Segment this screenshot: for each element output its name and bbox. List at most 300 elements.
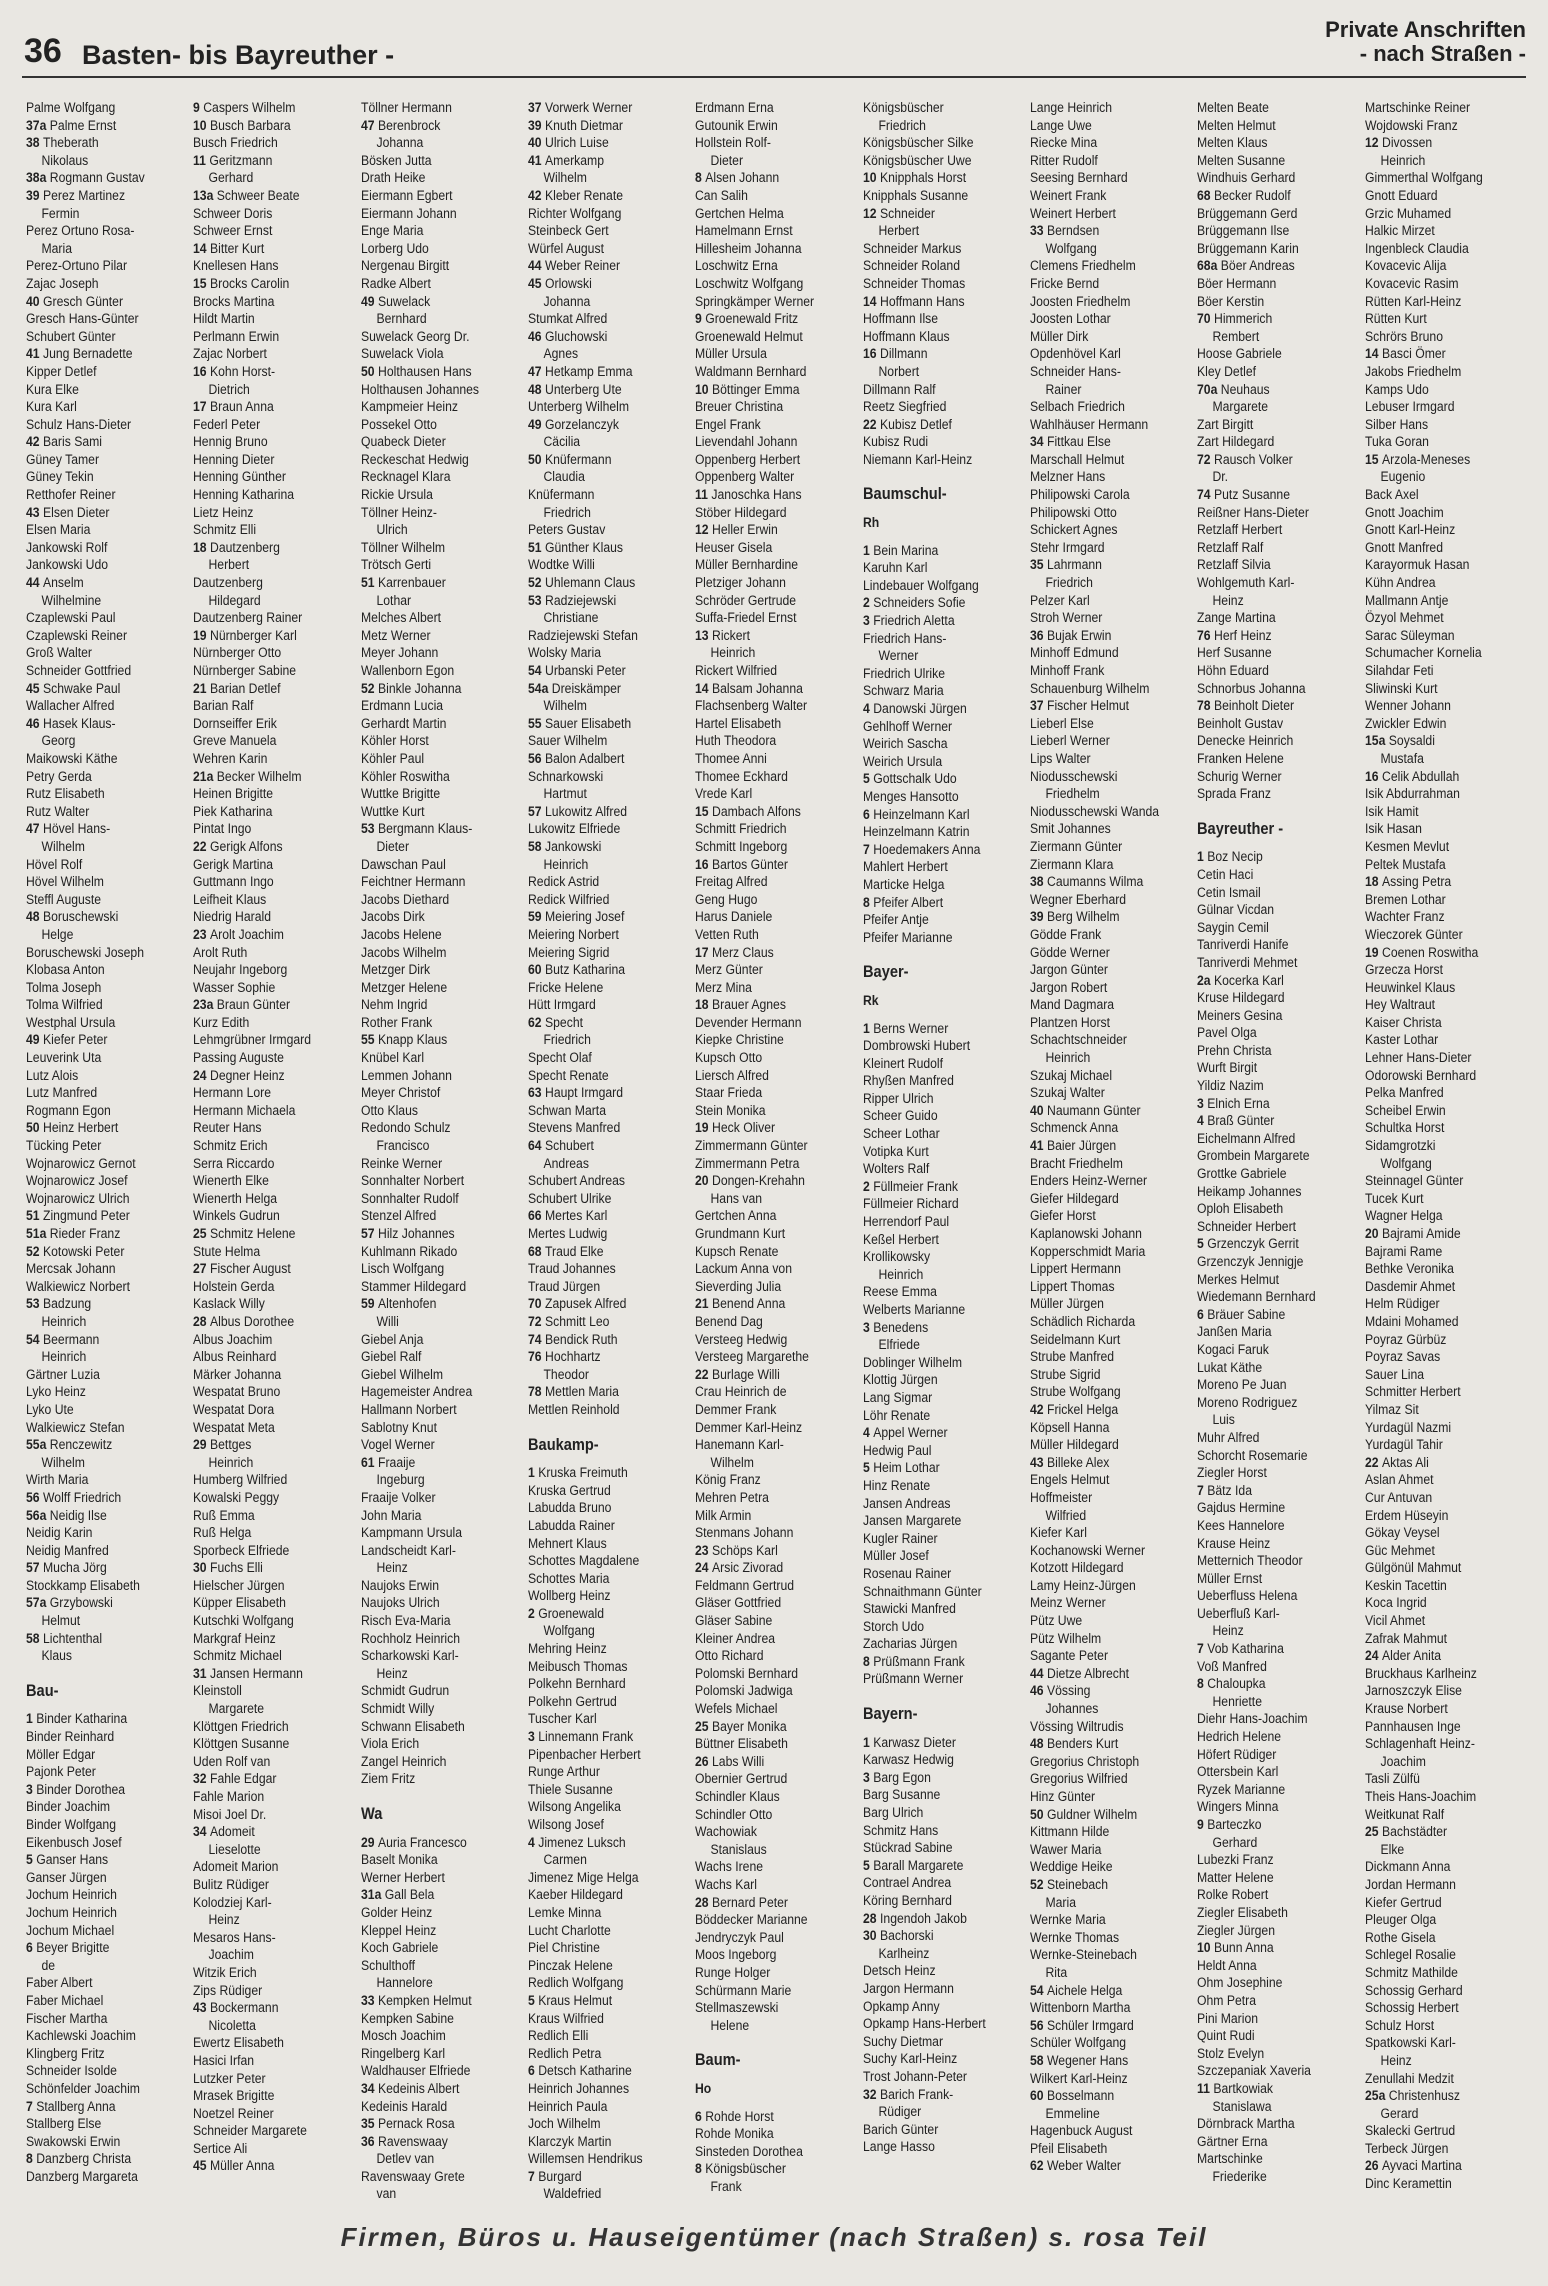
resident-name: Berenbrock [377,117,441,134]
resident-name: Smit Johannes [1029,821,1111,838]
resident-entry [26,1835,165,1853]
resident-name: Kesmen Mevlut [1364,838,1449,855]
resident-name: Jargon Robert [1029,979,1108,996]
resident-entry [528,1606,667,1624]
resident-name: Lutz Manfred [26,1085,98,1102]
resident-entry [361,1279,500,1297]
resident-entry [1197,1870,1336,1888]
entry-continuation [26,839,165,857]
entry-continuation [1197,469,1336,487]
resident-entry [1030,1947,1169,1965]
resident-name: Marschall Helmut [1029,451,1125,468]
resident-entry [1197,153,1336,171]
resident-name: Pütz Uwe [1029,1613,1083,1630]
resident-entry [695,1296,834,1314]
resident-name: Matter Helene [1197,1869,1274,1886]
resident-entry [1197,1166,1336,1184]
resident-name: Helm Rüdiger [1364,1296,1440,1313]
resident-entry [26,1138,165,1156]
resident-entry [193,540,332,558]
resident-name: Gülnar Vicdan [1197,902,1275,919]
house-number: 9 [1197,1817,1205,1833]
resident-entry [1197,628,1336,646]
house-number: 50 [360,363,375,380]
resident-entry [1365,980,1504,998]
resident-name: Pfeifer Marianne [862,929,953,946]
resident-entry [1030,1226,1169,1244]
resident-entry [361,2046,500,2064]
resident-entry [1030,1032,1169,1050]
resident-name: Kaiser Christa [1364,1014,1442,1031]
resident-name: Dornseiffer Erik [193,715,278,732]
resident-name: Suwelack Georg Dr. [360,328,470,345]
resident-name: Zimmermann Petra [695,1155,800,1172]
resident-entry [695,188,834,206]
resident-entry [1365,1402,1504,1420]
resident-entry [1030,452,1169,470]
resident-name: Ruß Emma [193,1507,256,1524]
resident-name: Kleinstoll [193,1683,243,1700]
resident-name: Redick Wilfried [527,891,610,908]
house-number: 30 [193,1560,207,1577]
resident-entry [26,1870,165,1888]
resident-entry [695,892,834,910]
resident-name: Petry Gerda [26,768,92,785]
house-number: 28 [193,1313,207,1330]
street-heading: Bayern- [862,1704,918,1724]
house-number: 26 [1364,2158,1379,2175]
entry-continuation [361,135,500,153]
resident-entry [193,1191,332,1209]
resident-name: Feichtner Hermann [360,874,466,891]
entry-continuation [193,593,332,611]
resident-name: Schüler Wolfgang [1029,2035,1127,2052]
resident-name: Wuttke Brigitte [360,786,440,803]
resident-entry [193,206,332,224]
resident-name: Lisch Wolfgang [360,1261,444,1278]
resident-entry [193,786,332,804]
resident-name: Dautzenberg Rainer [193,610,303,627]
resident-name: Jargon Günter [1029,962,1108,979]
resident-name: Gnott Eduard [1364,187,1438,204]
resident-entry [1030,1173,1169,1191]
resident-entry [1197,2011,1336,2029]
resident-entry [361,892,500,910]
resident-name: Ryzek Marianne [1197,1781,1286,1798]
resident-name: Hamelmann Ernst [695,223,793,240]
house-number: 74 [1197,487,1211,504]
resident-name: Klarczyk Martin [527,2133,612,2150]
resident-name: Can Salih [695,187,749,204]
resident-entry [863,666,1002,684]
resident-entry [193,2071,332,2089]
resident-name: Karayormuk Hasan [1364,557,1470,574]
resident-entry [193,153,332,171]
resident-entry [1030,258,1169,276]
entry-continuation [361,1472,500,1490]
resident-entry [528,1138,667,1156]
entry-continuation [863,223,1002,241]
resident-entry [361,1887,500,1905]
resident-entry [863,543,1002,561]
resident-entry [193,804,332,822]
resident-name: Cur Antuvan [1364,1489,1432,1506]
resident-entry [863,930,1002,948]
resident-name: Wojnarowicz Ulrich [26,1190,130,1207]
resident-name: Wachter Franz [1364,909,1445,926]
resident-entry [863,1548,1002,1566]
house-number: 64 [527,1138,542,1155]
resident-name: Brocks Carolin [210,275,290,292]
resident-entry [863,1496,1002,1514]
resident-name: Kaster Lothar [1364,1032,1438,1049]
resident-entry [26,1032,165,1050]
resident-entry [1365,2000,1504,2018]
resident-entry [1197,2151,1336,2169]
resident-name: Perlmann Erwin [193,328,280,345]
resident-entry [193,1402,332,1420]
resident-name: Ziegler Horst [1197,1465,1268,1482]
resident-name: Ziermann Klara [1029,856,1114,873]
resident-name: Kovacevic Alija [1364,258,1447,275]
resident-name: Heim Lothar [872,1460,940,1477]
resident-entry [528,452,667,470]
resident-entry [361,857,500,875]
resident-name: Reuter Hans [193,1120,262,1137]
resident-name: Rausch Volker [1214,451,1293,468]
resident-name: Pintat Ingo [193,821,252,838]
resident-entry [695,505,834,523]
resident-entry [26,1015,165,1033]
resident-name: Köhler Roswitha [360,768,450,785]
resident-entry [1197,135,1336,153]
resident-name: Vetten Ruth [695,926,760,943]
resident-name: Schweer Beate [217,187,300,204]
resident-entry [1030,276,1169,294]
resident-name: Fischer Helmut [1046,698,1130,715]
resident-entry [193,1226,332,1244]
resident-name: Lukowitz Alfred [544,803,628,820]
directory-column [360,100,500,2203]
resident-name: Sablotny Knut [360,1419,437,1436]
resident-name: Mdaini Mohamed [1364,1313,1459,1330]
resident-name: Märker Johanna [193,1366,282,1383]
house-number: 58 [1029,2052,1044,2069]
resident-entry [695,1947,834,1965]
resident-name: Heinrich [208,1454,254,1471]
resident-name: Ueberfluss Helena [1197,1588,1298,1605]
resident-name: Heuwinkel Klaus [1364,979,1455,996]
house-number: 52 [527,575,542,592]
resident-entry [1197,663,1336,681]
resident-name: Redondo Schulz [360,1120,451,1137]
resident-entry [528,258,667,276]
resident-entry [1365,276,1504,294]
resident-entry [1030,206,1169,224]
resident-name: Arsic Zivorad [712,1560,784,1577]
resident-name: Stammer Hildegard [360,1278,466,1295]
resident-name: Wasser Sophie [193,979,276,996]
resident-entry [695,1789,834,1807]
resident-name: Ziegler Elisabeth [1197,1904,1289,1921]
resident-name: Heinrich [41,1349,87,1366]
resident-entry [863,452,1002,470]
resident-name: Karlheinz [878,1945,929,1962]
resident-name: Müller Ernst [1197,1570,1263,1587]
resident-name: Boz Necip [1207,849,1264,866]
resident-name: Königsbüscher [862,100,944,116]
resident-entry [26,1747,165,1765]
resident-entry [1030,628,1169,646]
resident-entry [1365,2176,1504,2194]
resident-name: Zajac Norbert [193,346,268,363]
resident-name: Hedwig Paul [862,1442,932,1459]
resident-entry [1365,223,1504,241]
resident-name: Gnott Manfred [1364,539,1443,556]
resident-entry [26,1420,165,1438]
resident-name: Andreas [543,1155,589,1172]
resident-entry [361,1050,500,1068]
resident-entry [695,135,834,153]
resident-name: Radziejewski [544,592,617,609]
resident-name: Redick Astrid [527,874,600,891]
resident-entry [361,1349,500,1367]
house-number: 43 [1029,1454,1044,1471]
resident-name: Mehring Heinz [527,1641,607,1658]
resident-entry [528,575,667,593]
resident-entry [1365,681,1504,699]
resident-name: Meiering Josef [544,909,625,926]
resident-name: Terbeck Jürgen [1364,2140,1449,2157]
resident-name: Guttmann Ingo [193,874,275,891]
resident-entry [361,1543,500,1561]
resident-name: Schauenburg Wilhelm [1029,680,1150,697]
resident-name: Melten Klaus [1197,135,1268,152]
resident-entry [528,540,667,558]
resident-name: Lindebauer Wolfgang [862,577,979,594]
resident-name: Melten Beate [1197,100,1270,116]
resident-entry [1365,1719,1504,1737]
resident-entry [361,2134,500,2152]
entry-continuation [528,698,667,716]
resident-entry [1030,2088,1169,2106]
resident-name: Schmitt Leo [544,1313,610,1330]
resident-name: Georg [41,733,76,750]
resident-entry [193,399,332,417]
resident-entry [1365,575,1504,593]
resident-entry [695,1912,834,1930]
resident-entry [361,540,500,558]
entry-continuation [695,2179,834,2197]
resident-name: Böer Andreas [1221,258,1296,275]
resident-entry [26,346,165,364]
resident-name: Küpper Elisabeth [193,1595,287,1612]
section-title-line-2: - nach Straßen - [1359,41,1526,66]
resident-name: Klottig Jürgen [862,1372,938,1389]
resident-name: Kurz Edith [193,1014,250,1031]
directory-column [1030,100,1169,2192]
house-number: 5 [527,1992,535,2009]
resident-name: Schulthoff [360,1957,415,1974]
entry-continuation [193,1842,332,1860]
resident-entry [1365,769,1504,787]
house-number: 16 [862,346,877,363]
resident-name: Vössing [1046,1683,1091,1700]
resident-entry [1197,540,1336,558]
resident-entry [1365,733,1504,751]
resident-name: Stute Helma [193,1243,261,1260]
house-number: 47 [26,821,40,838]
house-number: 5 [862,771,870,788]
resident-name: Mand Dagmara [1029,997,1115,1014]
resident-name: Janoschka Hans [711,487,802,504]
resident-name: Meiering Sigrid [527,944,610,961]
house-number: 41 [527,152,542,169]
resident-name: Schmidt Gudrun [360,1683,449,1700]
resident-entry [1030,1754,1169,1772]
resident-entry [193,452,332,470]
resident-entry [695,1683,834,1701]
house-number: 66 [527,1208,542,1225]
resident-entry [26,1578,165,1596]
house-number: 8 [862,1653,870,1670]
resident-entry [695,1015,834,1033]
resident-name: Zafrak Mahmut [1364,1630,1447,1647]
resident-entry [1365,329,1504,347]
resident-entry [193,2106,332,2124]
resident-name: Enge Maria [360,223,424,240]
house-number: 11 [193,152,207,169]
resident-entry [695,1472,834,1490]
resident-name: Lyko Ute [26,1401,74,1418]
resident-entry [1197,1659,1336,1677]
resident-entry [863,1284,1002,1302]
resident-name: Heinrich [878,1266,923,1283]
resident-entry [1365,1120,1504,1138]
resident-entry [1030,522,1169,540]
resident-entry [863,1021,1002,1039]
entry-continuation [26,1613,165,1631]
resident-name: Stevens Manfred [527,1120,621,1137]
resident-entry [1030,1578,1169,1596]
resident-entry [863,1531,1002,1549]
resident-name: Lehner Hans-Dieter [1364,1050,1472,1067]
resident-entry [695,1930,834,1948]
resident-name: Theberath [43,135,99,152]
entry-continuation [1030,241,1169,259]
resident-name: Hetkamp Emma [544,363,633,380]
resident-entry [193,1032,332,1050]
resident-entry [193,1103,332,1121]
resident-entry [1365,1208,1504,1226]
resident-name: Mesaros Hans- [193,1929,277,1946]
resident-entry [863,2016,1002,2034]
entry-continuation [1365,1156,1504,1174]
resident-name: Heinz [208,1912,241,1929]
resident-name: Diehr Hans-Joachim [1197,1711,1308,1728]
resident-name: Brauer Agnes [712,997,787,1014]
resident-name: Königsbüscher Silke [862,135,974,152]
resident-name: Köpsell Hanna [1029,1419,1110,1436]
resident-name: Schneider [879,205,935,222]
entry-continuation [528,2186,667,2204]
resident-name: Meyer Johann [360,645,438,662]
resident-name: Balon Adalbert [544,750,625,767]
resident-entry [1197,1148,1336,1166]
resident-entry [26,1729,165,1747]
directory-column [527,100,667,2203]
resident-name: Wolff Friedrich [43,1489,122,1506]
resident-entry [26,1156,165,1174]
resident-entry [1197,1060,1336,1078]
resident-entry [361,1191,500,1209]
resident-name: Gehlhoff Werner [862,718,952,735]
resident-name: Heinzelmann Katrin [862,824,970,841]
resident-entry [26,663,165,681]
resident-entry [193,927,332,945]
resident-name: Gertchen Anna [695,1208,777,1225]
resident-name: Czaplewski Reiner [26,627,128,644]
resident-name: Traud Jürgen [527,1278,601,1295]
resident-name: Adomeit Marion [193,1859,279,1876]
resident-name: Nürnberger Otto [193,645,282,662]
resident-name: Zart Hildegard [1197,434,1275,451]
resident-entry [26,1068,165,1086]
resident-entry [1365,962,1504,980]
resident-entry [193,663,332,681]
resident-entry [695,1508,834,1526]
resident-entry [528,804,667,822]
resident-name: Hilz Johannes [377,1226,455,1242]
resident-name: Arolt Joachim [210,926,285,943]
entry-continuation [695,1191,834,1209]
resident-name: Pini Marion [1197,2010,1259,2027]
resident-name: Ulrich Luise [544,135,609,152]
house-number: 59 [527,909,542,926]
resident-name: Harus Daniele [695,909,773,926]
resident-name: Schneider Roland [862,258,960,275]
resident-entry [193,522,332,540]
resident-name: Polkehn Gertrud [527,1693,617,1710]
resident-entry [1197,1184,1336,1202]
resident-name: Bendick Ruth [544,1331,618,1348]
resident-entry [193,2035,332,2053]
resident-name: Federl Peter [193,416,261,433]
resident-entry [695,1736,834,1754]
house-number: 45 [26,680,40,697]
resident-name: Helge [41,926,74,943]
resident-entry [1197,1078,1336,1096]
resident-name: Weitkunat Ralf [1364,1806,1444,1823]
resident-name: Gärtner Erna [1197,2133,1268,2150]
resident-entry [26,2151,165,2169]
resident-name: Sarac Süleyman [1364,627,1455,644]
resident-name: Melzner Hans [1029,469,1106,486]
resident-entry [1030,1859,1169,1877]
resident-name: Schwarz Maria [862,683,944,700]
resident-name: Franken Helene [1197,750,1285,767]
resident-entry [193,1965,332,1983]
resident-entry [1030,610,1169,628]
resident-name: Ravenswaay [377,2133,448,2150]
resident-name: Rütten Karl-Heinz [1364,293,1461,310]
resident-entry [528,2081,667,2099]
resident-name: Giefer Horst [1029,1208,1096,1225]
resident-entry [1030,188,1169,206]
resident-entry [695,1719,834,1737]
resident-name: Stockkamp Elisabeth [26,1577,140,1594]
resident-name: Thomee Eckhard [695,768,789,785]
